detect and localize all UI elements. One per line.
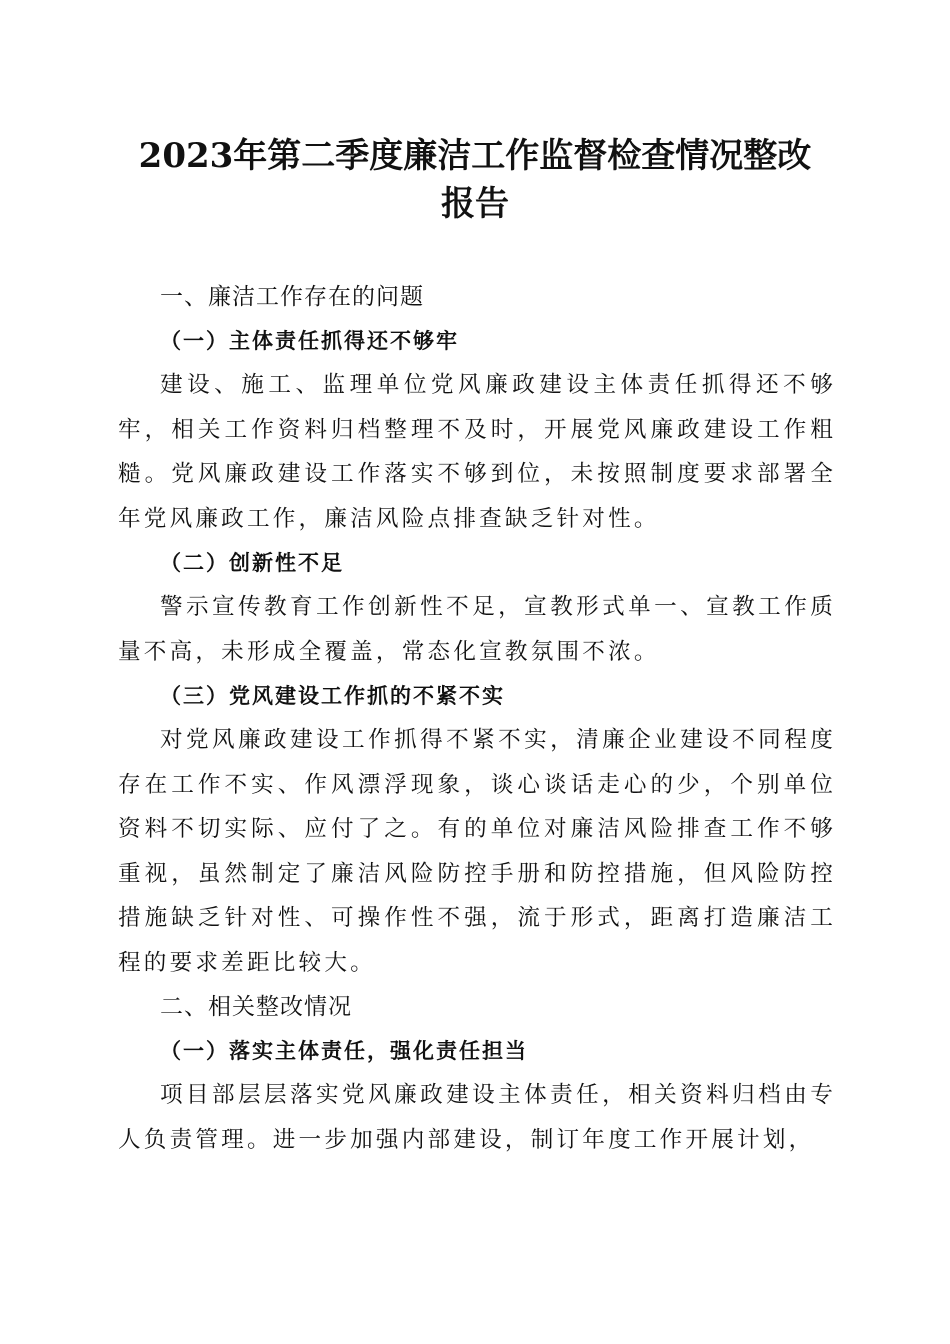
subsection-heading-responsibility: （一）主体责任抓得还不够牢 (160, 329, 459, 353)
paragraph-responsibility: 建设、施工、监理单位党风廉政建设主体责任抓得还不够牢，相关工作资料归档整理不及时，开展党风廉政建设工作粗糙。党风廉政建设工作落实不够到位，未按照制度要求部署全年党风廉政工作，廉洁风险点排查缺乏针对性。 (118, 372, 836, 532)
paragraph-implement-responsibility: 项目部层层落实党风廉政建设主体责任，相关资料归档由专人负责管理。进一步加强内部建设，制订年度工作开展计划， (118, 1082, 836, 1153)
title-line-1: 2023年第二季度廉洁工作监督检查情况整改 (138, 136, 812, 176)
subsection-heading-innovation: （二）创新性不足 (160, 551, 344, 575)
section-heading-rectification: 二、相关整改情况 (160, 994, 352, 1020)
subsection-heading-implement-responsibility: （一）落实主体责任，强化责任担当 (160, 1039, 528, 1063)
paragraph-innovation: 警示宣传教育工作创新性不足，宣教形式单一、宣教工作质量不高，未形成全覆盖，常态化宣教氛围不浓。 (118, 594, 836, 665)
document-title (118, 132, 832, 228)
title-line-2: 报告 (441, 184, 509, 224)
paragraph-party-work: 对党风廉政建设工作抓得不紧不实，清廉企业建设不同程度存在工作不实、作风漂浮现象，谈心谈话走心的少，个别单位资料不切实际、应付了之。有的单位对廉洁风险排查工作不够重视，虽然制定了廉洁风险防控手册和防控措施，但风险防控措施缺乏针对性、可操作性不强，流于形式，距离打造廉洁工程的要求差距比较大。 (118, 727, 836, 976)
section-heading-problems: 一、廉洁工作存在的问题 (160, 284, 424, 310)
document-body (118, 275, 836, 1162)
subsection-heading-party-work: （三）党风建设工作抓的不紧不实 (160, 684, 505, 708)
